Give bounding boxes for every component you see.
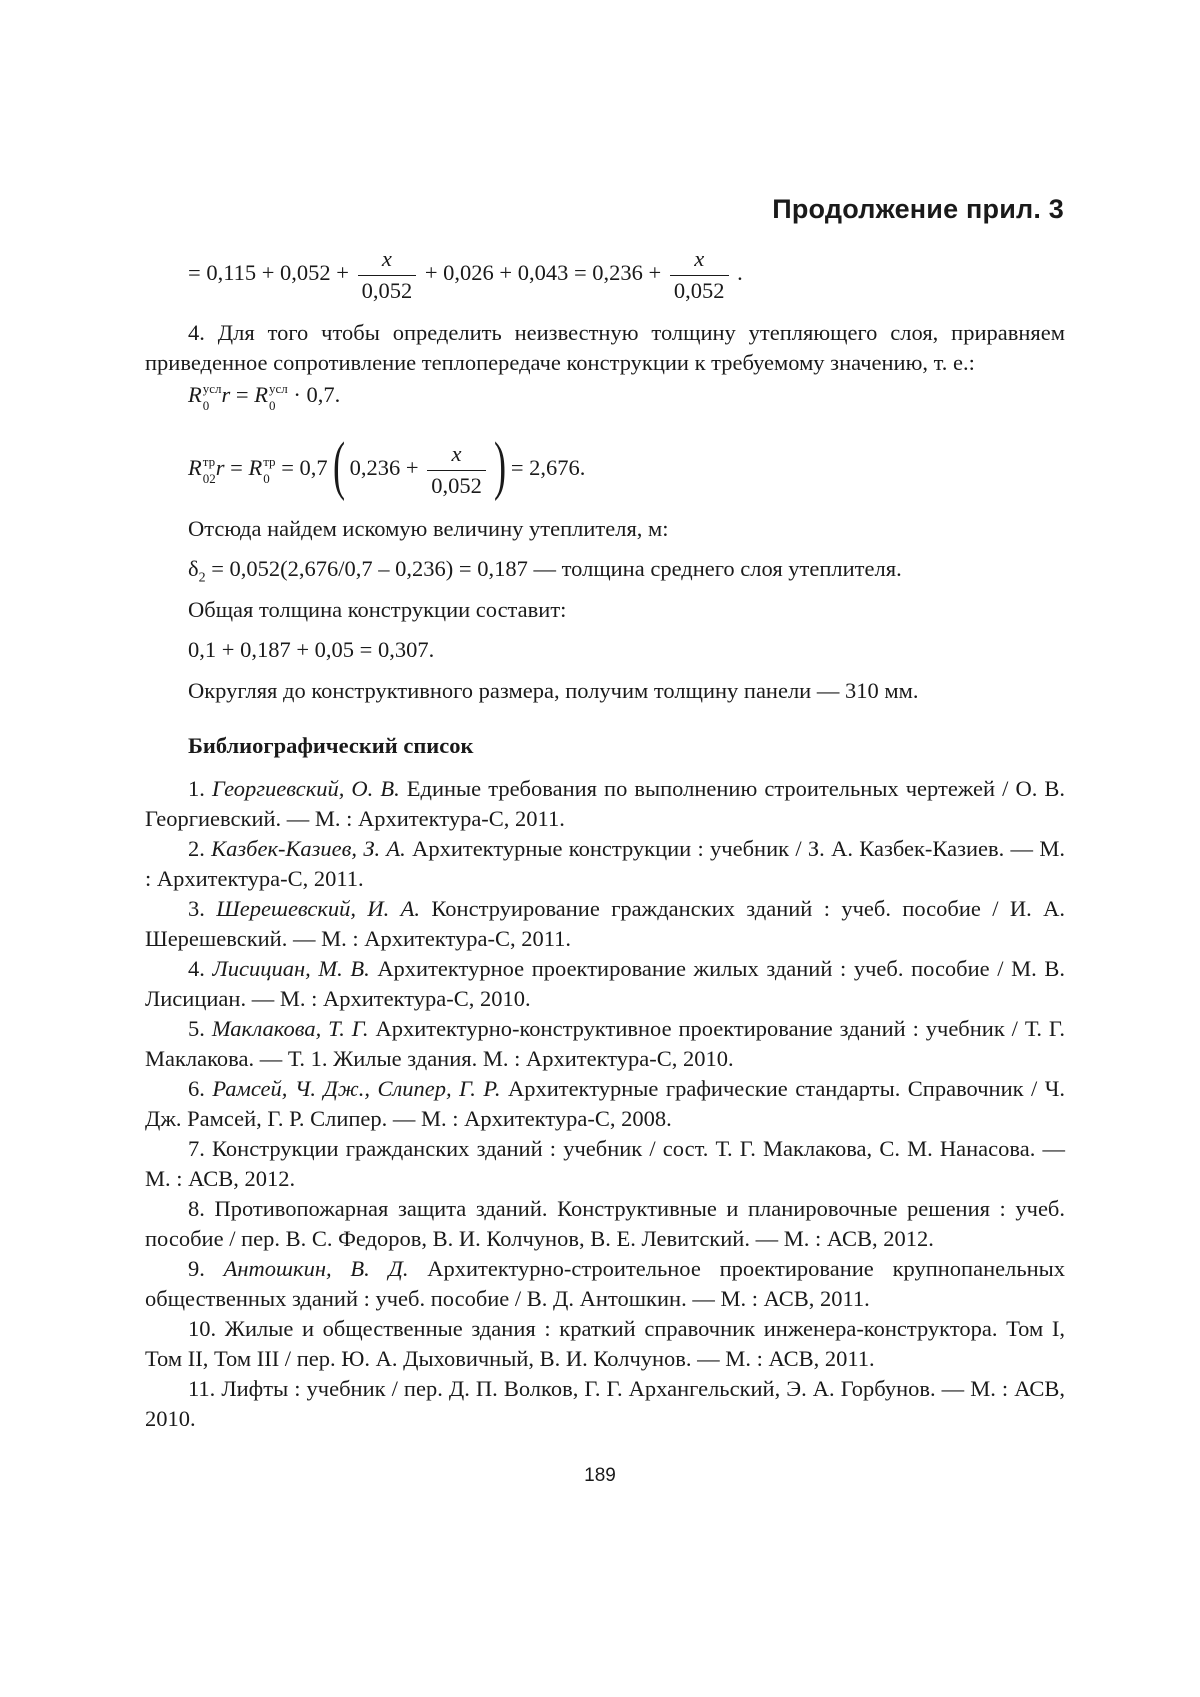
bibliography-item — [145, 1374, 1065, 1434]
bibliography-item-text: Единые требования по выполнению строительных чертежей / О. В. Георгиевский. — М. : Архитектура-С, 2011. — [145, 776, 1066, 831]
eq3-r: r — [215, 455, 225, 481]
eq1-lead: = 0,115 + 0,052 + — [188, 260, 349, 286]
step-4-paragraph: 4. Для того чтобы определить неизвестную толщину утепляющего слоя, приравняем приведенное сопротивление теплопередаче конструкции к требуемому значению, т. е.: — [145, 320, 1065, 375]
bibliography-item — [145, 1314, 1065, 1374]
bibliography-item-text: Конструирование гражданских зданий : учеб. пособие / И. А. Шерешевский. — М. : Архитектура-С, 2011. — [145, 896, 1066, 951]
sum-line: 0,1 + 0,187 + 0,05 = 0,307. — [188, 637, 435, 662]
bibliography-item — [145, 1194, 1065, 1254]
bibliography-item-text: Противопожарная защита зданий. Конструктивные и планировочные решения : учеб. пособие / пер. В. С. Федоров, В. И. Колчунов, В. Е. Левитский. — М. : АСВ, 2012. — [145, 1196, 1066, 1251]
eq1-fraction-1 — [358, 248, 417, 302]
eq2-R-sub: 0 — [202, 397, 210, 413]
bibliography-item-author: Лисициан, М. В. — [212, 956, 370, 981]
bibliography-list — [145, 774, 1065, 1434]
bibliography-item-text: Архитектурно-конструктивное проектирование зданий : учебник / Т. Г. Маклакова. — Т. 1. Жилые здания. М. : Архитектура-С, 2010. — [145, 1016, 1065, 1071]
eq3-equals: = — [230, 455, 243, 481]
bibliography-item-text: Архитектурные конструкции : учебник / З. А. Казбек-Казиев. — М. : Архитектура-С, 2011. — [145, 836, 1065, 891]
bibliography-item — [145, 1074, 1065, 1134]
equation-sum — [188, 248, 743, 302]
bibliography-item-text: Архитектурно-строительное проектирование крупнопанельных общественных зданий : учеб. пособие / В. Д. Антошкин. — М. : АСВ, 2011. — [145, 1256, 1065, 1311]
eq3-frac-numerator: x — [451, 441, 462, 466]
bibliography-item-author: Рамсей, Ч. Дж., Слипер, Г. Р. — [212, 1076, 501, 1101]
eq1-fraction-2 — [670, 248, 729, 302]
bibliography-item-number: 4. — [188, 956, 213, 981]
bibliography-item — [145, 1134, 1065, 1194]
eq2-R: R — [188, 382, 202, 407]
bibliography-item-number: 3. — [188, 896, 217, 921]
eq3-frac-denominator: 0,052 — [427, 470, 486, 498]
bibliography-item-number: 1. — [188, 776, 212, 801]
eq2-R-right-sup: усл — [268, 380, 288, 396]
bibliography-item-author: Георгиевский, О. В. — [211, 776, 400, 801]
eq3-R-right: R — [248, 455, 263, 481]
bibliography-item-number: 5. — [188, 1016, 212, 1041]
bibliography-item — [145, 774, 1065, 834]
bibliography-item — [145, 1014, 1065, 1074]
eq3-R-right-sup: тр — [263, 454, 276, 469]
bibliography-item-number: 10. — [188, 1316, 225, 1341]
equation-required — [188, 429, 586, 503]
eq1-frac2-denominator: 0,052 — [670, 275, 729, 303]
eq2-r: r — [221, 382, 231, 407]
bibliography-item-author: Казбек-Казиев, З. А. — [211, 836, 406, 861]
bibliography-item-text: Архитектурные графические стандарты. Справочник / Ч. Дж. Рамсей, Г. Р. Слипер. — М. : Архитектура-С, 2008. — [145, 1076, 1066, 1131]
bibliography-item — [145, 1254, 1065, 1314]
eq3-result: = 2,676. — [510, 455, 586, 481]
bibliography-item-text: Архитектурное проектирование жилых зданий : учеб. пособие / М. В. Лисициан. — М. : Архитектура-С, 2010. — [145, 956, 1065, 1011]
bibliography-item — [145, 894, 1065, 954]
bibliography-item-text: Лифты : учебник / пер. Д. П. Волков, Г. Г. Архангельский, Э. А. Горбунов. — М. : АСВ, 2010. — [145, 1376, 1066, 1431]
eq2-R-indices — [202, 380, 222, 413]
eq2-R-right-indices — [268, 380, 288, 413]
bibliography-item-number: 2. — [188, 836, 212, 861]
bibliography-item-number: 7. — [188, 1136, 213, 1161]
total-line: Общая толщина конструкции составит: — [188, 597, 567, 622]
round-line: Округляя до конструктивного размера, получим толщину панели — 310 мм. — [188, 678, 919, 703]
continuation-header: Продолжение прил. 3 — [772, 194, 1064, 224]
bibliography-item-text: Конструкции гражданских зданий : учебник / сост. Т. Г. Маклакова, С. М. Нанасова. — М. : АСВ, 2012. — [145, 1136, 1066, 1191]
eq2-R-right: R — [254, 382, 268, 407]
delta-expression: = 0,052(2,676/0,7 – 0,236) = 0,187 — толщина среднего слоя утеплителя. — [205, 556, 902, 581]
equation-condition — [188, 380, 341, 413]
eq2-R-sup: усл — [202, 380, 222, 396]
eq3-fraction — [427, 443, 486, 497]
eq2-equals: = — [235, 382, 249, 407]
bibliography-item-author: Маклакова, Т. Г. — [211, 1016, 369, 1041]
bibliography-item-author: Шерешевский, И. А. — [216, 896, 421, 921]
delta-symbol: δ — [188, 556, 199, 581]
delta-line — [188, 556, 902, 587]
eq3-R-sub: 02 — [202, 471, 216, 486]
bibliography-item-text: Жилые и общественные здания : краткий справочник инженера-конструктора. Том I, Том II, Том III / пер. Ю. А. Дыховичный, В. И. Колчунов. — М. : АСВ, 2011. — [145, 1316, 1065, 1371]
bibliography-item — [145, 834, 1065, 894]
eq3-R-indices — [202, 454, 216, 486]
eq1-frac1-numerator: x — [381, 246, 392, 271]
eq3-R: R — [188, 455, 202, 481]
delta-subscript: 2 — [198, 570, 206, 586]
eq2-tail: · 0,7. — [293, 382, 341, 407]
bibliography-item-number: 11. — [188, 1376, 222, 1401]
bibliography-item-author: Антошкин, В. Д. — [223, 1256, 409, 1281]
eq1-frac1-denominator: 0,052 — [358, 275, 417, 303]
page-number: 189 — [584, 1465, 616, 1486]
bibliography-item-number: 6. — [188, 1076, 213, 1101]
bibliography-title: Библиографический список — [188, 733, 474, 758]
bibliography-item — [145, 954, 1065, 1014]
find-line: Отсюда найдем искомую величину утеплителя, м: — [188, 516, 669, 541]
eq3-left-paren: ( — [332, 429, 345, 502]
eq3-R-right-sub: 0 — [263, 471, 270, 486]
eq3-R-right-indices — [263, 454, 276, 486]
bibliography-item-number: 9. — [188, 1256, 224, 1281]
eq3-inner: 0,236 + — [349, 455, 419, 481]
eq3-R-sup: тр — [202, 454, 216, 469]
bibliography-item-number: 8. — [188, 1196, 215, 1221]
eq2-R-right-sub: 0 — [268, 397, 276, 413]
eq3-part1: = 0,7 — [281, 455, 328, 481]
eq1-middle: + 0,026 + 0,043 = 0,236 + — [424, 260, 662, 286]
eq3-right-paren: ) — [493, 429, 506, 502]
eq1-tail: . — [737, 260, 743, 286]
eq1-frac2-numerator: x — [694, 246, 705, 271]
